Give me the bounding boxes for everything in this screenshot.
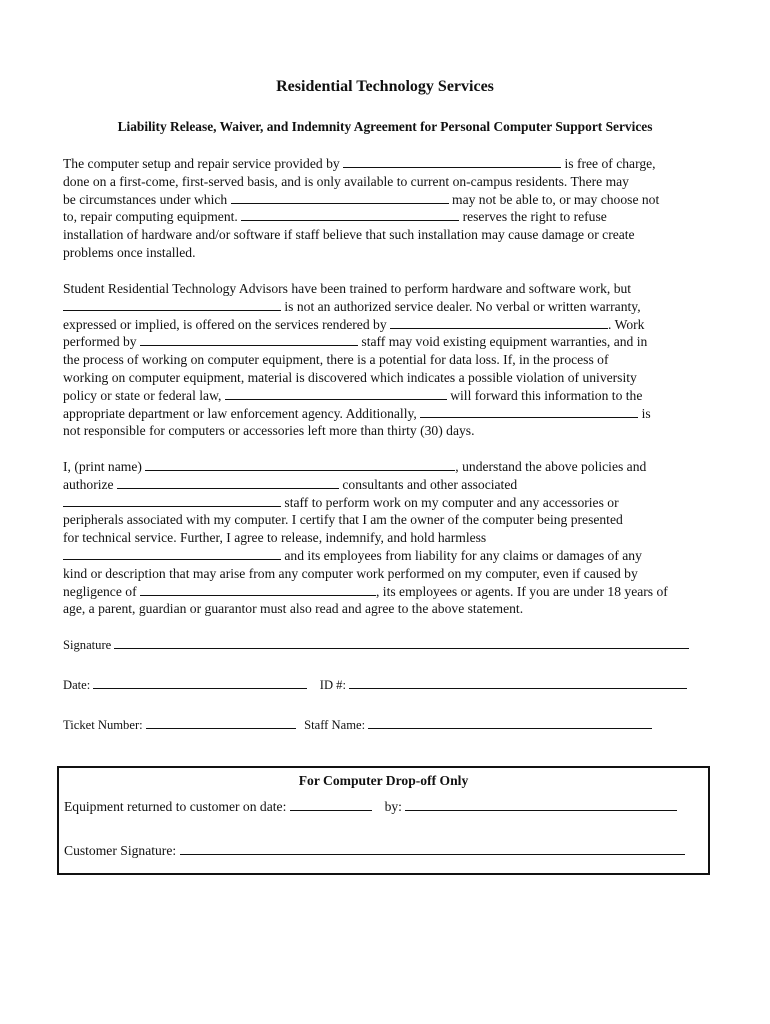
blank-provider-field[interactable]: [343, 155, 561, 168]
dropoff-box: [57, 766, 710, 875]
dropoff-title: For Computer Drop-off Only: [298, 773, 469, 788]
text-line: problems once installed.: [63, 244, 196, 260]
text-fragment: may not be able to, or may choose not: [448, 191, 660, 207]
blank-provider-field[interactable]: [140, 583, 376, 596]
text-line: installation of hardware and/or software if staff believe that such installation may cause damage or create: [63, 227, 635, 243]
id-label: ID #:: [319, 678, 346, 692]
date-field[interactable]: [93, 676, 307, 689]
ticket-number-field[interactable]: [146, 716, 296, 729]
text-line: peripherals associated with my computer. I certify that I am the owner of the computer being presented: [63, 512, 623, 528]
text-fragment: performed by: [63, 334, 141, 350]
paragraph-release-agreement: [63, 458, 708, 618]
text-fragment: be circumstances under which: [63, 191, 231, 207]
text-fragment: . Work: [608, 316, 645, 332]
date-label: Date:: [63, 678, 91, 692]
text-fragment: policy or state or federal law,: [63, 387, 225, 403]
print-name-field[interactable]: [145, 458, 455, 471]
text-fragment: authorize: [63, 476, 117, 492]
text-fragment: will forward this information to the: [446, 387, 643, 403]
returned-date-field[interactable]: [290, 798, 372, 811]
text-line: kind or description that may arise from any computer work performed on my computer, even if caused by: [63, 565, 638, 581]
staff-name-label: Staff Name:: [304, 718, 366, 732]
text-line: the process of working on computer equipment, there is a potential for data loss. If, in the process of: [63, 352, 609, 368]
text-fragment: staff to perform work on my computer and any accessories or: [281, 494, 619, 510]
text-fragment: and its employees from liability for any claims or damages of any: [281, 547, 642, 563]
blank-provider-field[interactable]: [117, 476, 339, 489]
customer-signature-row: [64, 842, 685, 859]
customer-signature-label: Customer Signature:: [64, 843, 177, 858]
paragraph-service-terms: [63, 155, 708, 262]
document-title: Residential Technology Services: [276, 78, 494, 95]
signature-field[interactable]: [114, 636, 689, 649]
text-fragment: appropriate department or law enforcement agency. Additionally,: [63, 405, 421, 421]
blank-provider-field[interactable]: [420, 405, 638, 418]
text-line: done on a first-come, first-served basis, and is only available to current on-campus residents. There may: [63, 173, 629, 189]
blank-provider-field[interactable]: [140, 333, 358, 346]
ticket-staff-row: [63, 716, 652, 733]
text-fragment: , understand the above policies and: [455, 459, 647, 474]
document-subtitle: Liability Release, Waiver, and Indemnity Agreement for Personal Computer Support Services: [117, 119, 653, 134]
text-fragment: to, repair computing equipment.: [63, 209, 242, 225]
id-field[interactable]: [349, 676, 687, 689]
blank-provider-field[interactable]: [63, 547, 281, 560]
text-fragment: I, (print name): [63, 459, 146, 474]
customer-signature-field[interactable]: [180, 842, 685, 855]
text-fragment: is: [638, 405, 651, 421]
blank-provider-field[interactable]: [231, 191, 449, 204]
text-fragment: staff may void existing equipment warranties, and in: [358, 334, 648, 350]
text-fragment: expressed or implied, is offered on the services rendered by: [63, 316, 391, 332]
date-id-row: [63, 676, 687, 693]
text-fragment: negligence of: [63, 583, 140, 599]
returned-by-label: by:: [384, 799, 402, 814]
blank-provider-field[interactable]: [390, 316, 608, 329]
ticket-number-label: Ticket Number:: [63, 718, 143, 732]
returned-row: [64, 798, 677, 815]
blank-provider-field[interactable]: [63, 494, 281, 507]
blank-provider-field[interactable]: [241, 208, 459, 221]
text-line: not responsible for computers or accessories left more than thirty (30) days.: [63, 423, 475, 439]
blank-provider-field[interactable]: [63, 298, 281, 311]
paragraph-warranty-disclaimer: [63, 280, 708, 440]
text-line: Student Residential Technology Advisors have been trained to perform hardware and software work, but: [63, 281, 632, 296]
returned-by-field[interactable]: [405, 798, 677, 811]
text-fragment: is free of charge,: [561, 156, 656, 171]
text-line: working on computer equipment, material is discovered which indicates a possible violation of university: [63, 369, 637, 385]
blank-provider-field[interactable]: [225, 387, 447, 400]
text-fragment: reserves the right to refuse: [459, 209, 607, 225]
returned-date-label: Equipment returned to customer on date:: [64, 799, 287, 814]
text-fragment: The computer setup and repair service provided by: [63, 156, 344, 171]
text-line: age, a parent, guardian or guarantor must also read and agree to the above statement.: [63, 601, 524, 617]
signature-label: Signature: [63, 638, 112, 652]
staff-name-field[interactable]: [368, 716, 652, 729]
text-fragment: consultants and other associated: [338, 476, 518, 492]
text-fragment: is not an authorized service dealer. No verbal or written warranty,: [281, 298, 641, 314]
text-line: for technical service. Further, I agree to release, indemnify, and hold harmless: [63, 530, 487, 546]
signature-row: [63, 636, 689, 653]
text-fragment: , its employees or agents. If you are under 18 years of: [376, 583, 668, 599]
